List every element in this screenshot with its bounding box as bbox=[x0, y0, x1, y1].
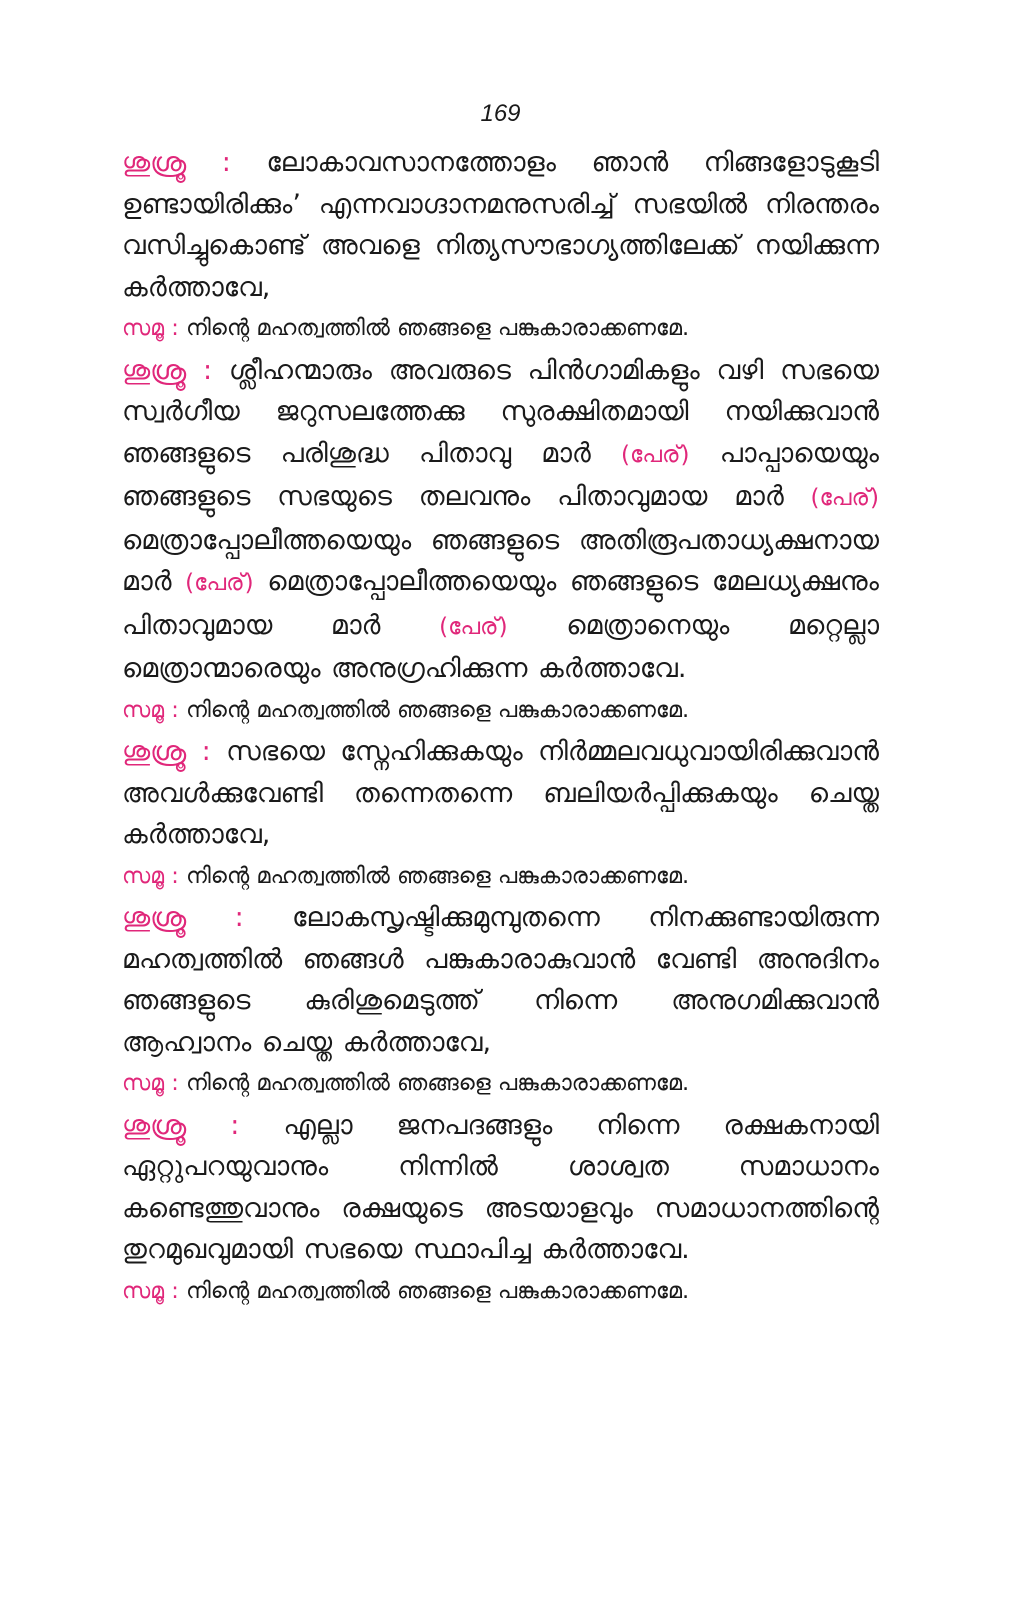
response-3 bbox=[122, 856, 879, 898]
people-label: സമൂ bbox=[122, 1071, 165, 1096]
name-placeholder: (പേര്) bbox=[621, 441, 690, 468]
label-separator: : bbox=[171, 315, 179, 341]
petition-5 bbox=[122, 1105, 879, 1271]
petition-text: ലോകസൃഷ്ടിക്കുമുമ്പുതന്നെ നിനക്കുണ്ടായിരുന്ന മഹത്വത്തിൽ ഞങ്ങൾ പങ്കുകാരാകുവാൻ വേണ്ടി അനുദിനം ഞങ്ങളുടെ കുരിശുമെടുത്ത് നിന്നെ അനുഗമിക്കുവാൻ ആഹ്വാനം ചെയ്ത കർത്താവേ, bbox=[122, 902, 879, 1058]
petition-1 bbox=[122, 142, 879, 308]
leader-label: ശുശ്രൂ bbox=[122, 147, 187, 178]
label-separator: : bbox=[171, 862, 179, 889]
name-placeholder: (പേര്) bbox=[185, 570, 254, 596]
petition-text: ലോകാവസാനത്തോളം ഞാൻ നിങ്ങളോടുകൂടി ഉണ്ടായിരിക്കും’ എന്നവാഗ്ദാനമനുസരിച്ച് സഭയിൽ നിരന്തരം വസിച്ചുകൊണ്ട് അവളെ നിത്യസൗഭാഗ്യത്തിലേക്ക് നയിക്കുന്ന കർത്താവേ, bbox=[122, 147, 879, 303]
petition-text: മെത്രാനെയും മറ്റെല്ലാ മെത്രാന്മാരെയും അനുഗ്രഹിക്കുന്ന കർത്താവേ. bbox=[122, 609, 879, 684]
petition-text: സഭയെ സ്നേഹിക്കുകയും നിർമ്മലവധുവായിരിക്കുവാൻ അവൾക്കുവേണ്ടി തന്നെതന്നെ ബലിയർപ്പിക്കുകയും ചെയ്ത കർത്താവേ, bbox=[122, 736, 879, 850]
page-number: 169 bbox=[480, 100, 521, 127]
people-label: സമൂ bbox=[122, 863, 165, 889]
label-separator: : bbox=[171, 696, 179, 723]
petition-text: എല്ലാ ജനപദങ്ങളും നിന്നെ രക്ഷകനായി ഏറ്റുപറയുവാനും നിന്നിൽ ശാശ്വത സമാധാനം കണ്ടെത്തുവാനും രക്ഷയുടെ അടയാളവും സമാധാനത്തിന്റെ തുറമുഖവുമായി സഭയെ സ്ഥാപിച്ച കർത്താവേ. bbox=[122, 1109, 879, 1265]
response-4 bbox=[122, 1063, 879, 1105]
response-text: നിന്റെ മഹത്വത്തിൽ ഞങ്ങളെ പങ്കുകാരാക്കണമേ. bbox=[185, 862, 690, 889]
people-label: സമൂ bbox=[122, 1278, 165, 1304]
petition-text: മെത്രാപ്പോലീത്തയെയും ഞങ്ങളുടെ മേലധ്യക്ഷനും പിതാവുമായ മാർ bbox=[122, 566, 879, 641]
leader-label: ശുശ്രൂ bbox=[122, 902, 187, 933]
name-placeholder: (പേര്) bbox=[439, 613, 508, 640]
leader-label: ശുശ്രൂ bbox=[122, 354, 187, 386]
response-5 bbox=[122, 1271, 879, 1313]
petition-4 bbox=[122, 897, 879, 1063]
people-label: സമൂ bbox=[122, 697, 165, 723]
leader-label: ശുശ്രൂ bbox=[122, 736, 187, 767]
people-label: സമൂ bbox=[122, 316, 165, 341]
petition-2 bbox=[122, 350, 879, 690]
label-separator: : bbox=[230, 1109, 240, 1141]
response-1 bbox=[122, 308, 879, 350]
label-separator: : bbox=[234, 902, 244, 933]
petition-text: ശ്ലീഹന്മാരും അവരുടെ പിൻഗാമികളും വഴി സഭയെ സ്വർഗീയ ജറുസലത്തേക്കു സുരക്ഷിതമായി നയിക്കുവാൻ ഞങ്ങളുടെ പരിശുദ്ധ പിതാവു മാർ bbox=[122, 354, 879, 469]
label-separator: : bbox=[171, 1070, 179, 1096]
response-2 bbox=[122, 690, 879, 732]
prayer-page bbox=[122, 96, 879, 1312]
label-separator: : bbox=[201, 736, 211, 767]
response-text: നിന്റെ മഹത്വത്തിൽ ഞങ്ങളെ പങ്കുകാരാക്കണമേ. bbox=[185, 1277, 690, 1304]
label-separator: : bbox=[221, 147, 231, 178]
label-separator: : bbox=[203, 354, 213, 386]
response-text: നിന്റെ മഹത്വത്തിൽ ഞങ്ങളെ പങ്കുകാരാക്കണമേ. bbox=[185, 315, 690, 341]
petition-3 bbox=[122, 731, 879, 856]
petition-text: മെത്രാപ്പോലീത്തയെയും ഞങ്ങളുടെ അതിരൂപതാധ്യക്ഷനായ മാർ bbox=[122, 524, 879, 597]
petition-text: പാപ്പായെയും ഞങ്ങളുടെ സഭയുടെ തലവനും പിതാവുമായ മാർ bbox=[122, 437, 879, 512]
leader-label: ശുശ്രൂ bbox=[122, 1109, 187, 1141]
response-text: നിന്റെ മഹത്വത്തിൽ ഞങ്ങളെ പങ്കുകാരാക്കണമേ. bbox=[185, 696, 690, 723]
response-text: നിന്റെ മഹത്വത്തിൽ ഞങ്ങളെ പങ്കുകാരാക്കണമേ. bbox=[185, 1070, 690, 1096]
label-separator: : bbox=[171, 1277, 179, 1304]
name-placeholder: (പേര്) bbox=[810, 485, 879, 511]
